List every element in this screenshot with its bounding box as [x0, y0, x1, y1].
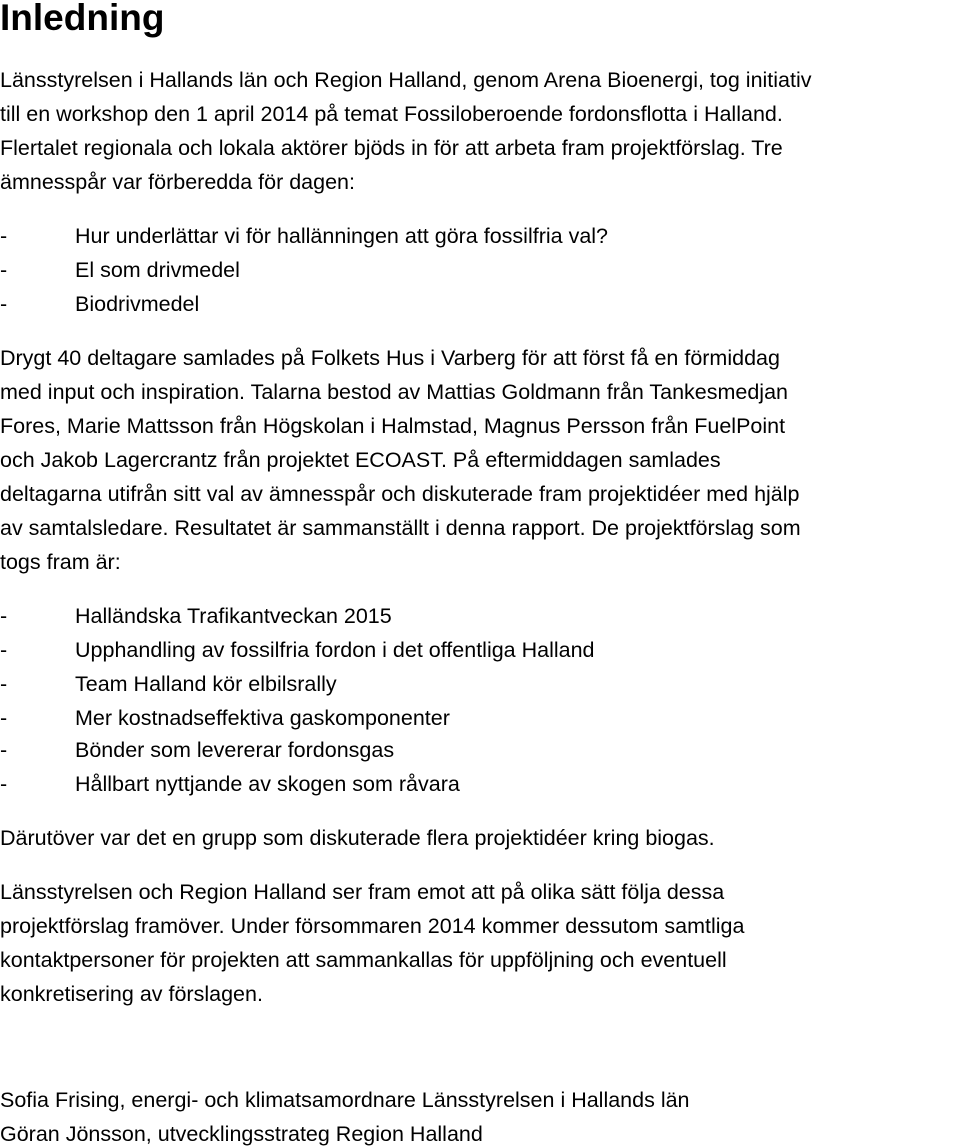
participants-line: Drygt 40 deltagare samlades på Folkets Hus i Varberg för att först få en förmiddag [0, 346, 780, 370]
list-dash: - [0, 292, 8, 316]
followup-line: kontaktpersoner för projekten att sammankallas för uppföljning och eventuell [0, 948, 727, 972]
intro-line: Flertalet regionala och lokala aktörer bjöds in för att arbeta fram projektförslag. Tre [0, 136, 783, 160]
list-dash: - [0, 772, 8, 796]
list-dash: - [0, 638, 8, 662]
list-dash: - [0, 224, 8, 248]
list-dash: - [0, 706, 8, 730]
followup-line: projektförslag framöver. Under försommaren 2014 kommer dessutom samtliga [0, 914, 745, 938]
topic-text: El som drivmedel [75, 258, 240, 282]
biogas-line: Därutöver var det en grupp som diskuterade flera projektidéer kring biogas. [0, 826, 715, 850]
list-dash: - [0, 258, 8, 282]
participants-line: togs fram är: [0, 550, 121, 574]
topic-text: Hur underlättar vi för hallänningen att göra fossilfria val? [75, 224, 609, 248]
intro-line: Länsstyrelsen i Hallands län och Region Halland, genom Arena Bioenergi, tog initiativ [0, 68, 812, 92]
participants-line: av samtalsledare. Resultatet är sammanställt i denna rapport. De projektförslag som [0, 516, 801, 540]
followup-line: Länsstyrelsen och Region Halland ser fram emot att på olika sätt följa dessa [0, 880, 725, 904]
topic-text: Biodrivmedel [75, 292, 200, 316]
participants-line: och Jakob Lagercrantz från projektet ECOAST. På eftermiddagen samlades [0, 448, 721, 472]
participants-line: Fores, Marie Mattsson från Högskolan i Halmstad, Magnus Persson från FuelPoint [0, 414, 786, 438]
project-text: Halländska Trafikantveckan 2015 [75, 604, 392, 628]
intro-line: ämnesspår var förberedda för dagen: [0, 170, 355, 194]
project-text: Mer kostnadseffektiva gaskomponenter [75, 706, 450, 730]
project-text: Bönder som levererar fordonsgas [75, 738, 395, 762]
list-dash: - [0, 604, 8, 628]
participants-line: deltagarna utifrån sitt val av ämnesspår och diskuterade fram projektidéer med hjälp [0, 482, 800, 506]
list-dash: - [0, 672, 8, 696]
signature-line: Göran Jönsson, utvecklingsstrateg Region Halland [0, 1122, 483, 1146]
page-title: Inledning [0, 0, 165, 38]
project-text: Upphandling av fossilfria fordon i det offentliga Halland [75, 638, 595, 662]
followup-line: konkretisering av förslagen. [0, 982, 263, 1006]
signature-line: Sofia Frising, energi- och klimatsamordnare Länsstyrelsen i Hallands län [0, 1088, 690, 1112]
list-dash: - [0, 738, 8, 762]
participants-line: med input och inspiration. Talarna bestod av Mattias Goldmann från Tankesmedjan [0, 380, 788, 404]
project-text: Hållbart nyttjande av skogen som råvara [75, 772, 460, 796]
intro-line: till en workshop den 1 april 2014 på temat Fossiloberoende fordonsflotta i Halland. [0, 102, 783, 126]
project-text: Team Halland kör elbilsrally [75, 672, 337, 696]
